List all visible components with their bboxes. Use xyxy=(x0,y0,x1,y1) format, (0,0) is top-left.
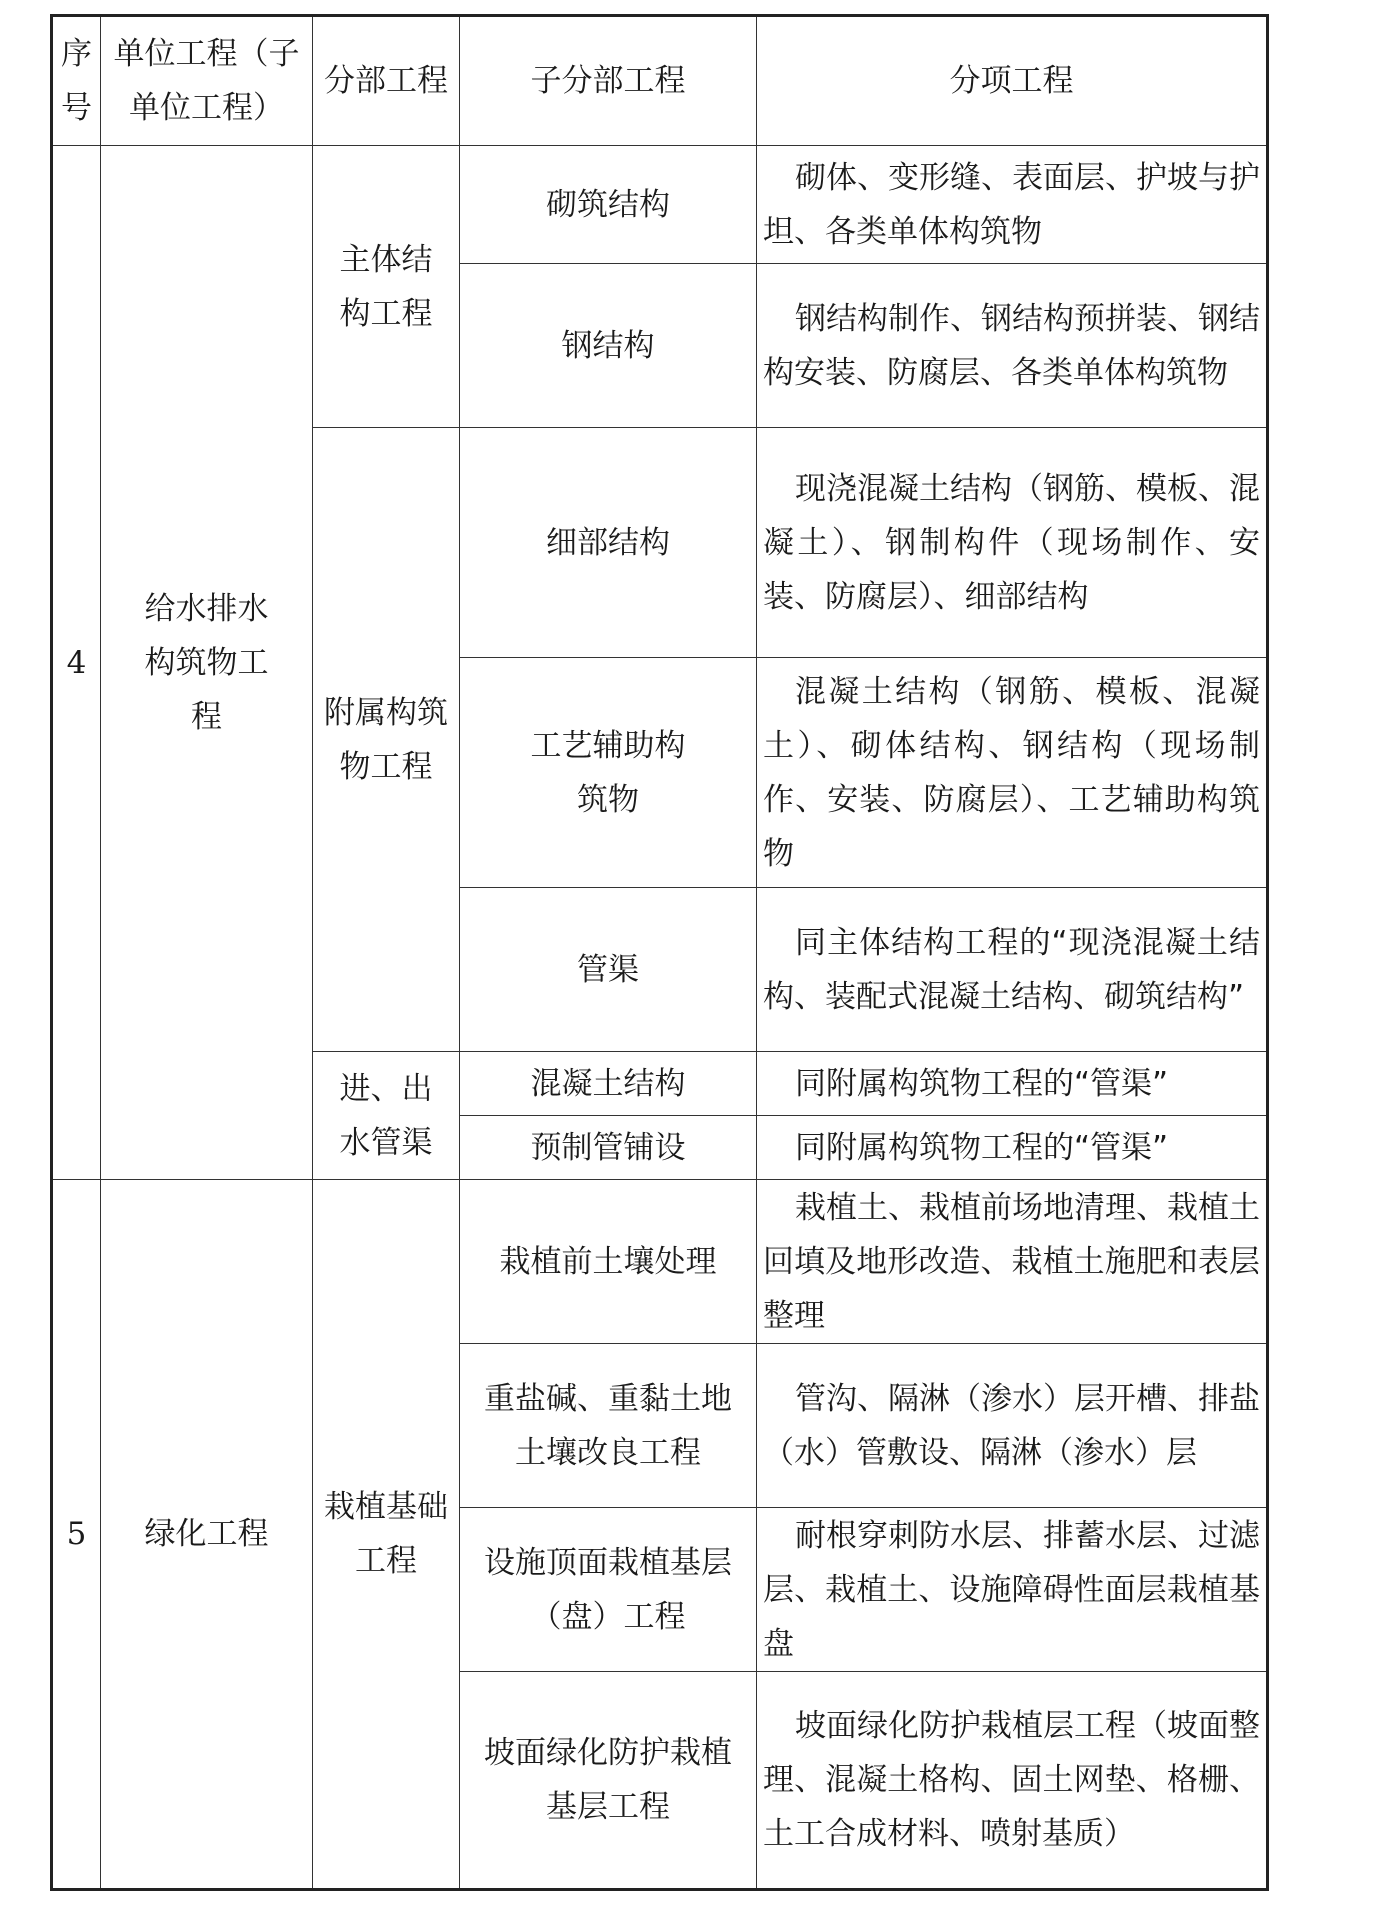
items-cell: 同附属构筑物工程的“管渠” xyxy=(757,1052,1268,1116)
subdivision-cell: 砌筑结构 xyxy=(460,146,757,264)
items-cell: 坡面绿化防护栽植层工程（坡面整理、混凝土格构、固土网垫、格栅、土工合成材料、喷射基质） xyxy=(757,1672,1268,1890)
table-row xyxy=(52,146,1268,264)
header-subdivision: 子分部工程 xyxy=(460,16,757,146)
header-row xyxy=(52,16,1268,146)
subdivision-cell: 管渠 xyxy=(460,888,757,1052)
division-cell: 附属构筑物工程 xyxy=(313,428,460,1052)
spec-table-page xyxy=(50,14,1266,1888)
unit-cell: 给水排水构筑物工程 xyxy=(101,146,313,1180)
items-cell: 钢结构制作、钢结构预拼装、钢结构安装、防腐层、各类单体构筑物 xyxy=(757,264,1268,428)
unit-cell: 绿化工程 xyxy=(101,1180,313,1890)
division-cell: 栽植基础工程 xyxy=(313,1180,460,1890)
items-cell: 混凝土结构（钢筋、模板、混凝土）、砌体结构、钢结构（现场制作、安装、防腐层）、工艺辅助构筑物 xyxy=(757,658,1268,888)
subdivision-cell: 工艺辅助构筑物 xyxy=(460,658,757,888)
header-items: 分项工程 xyxy=(757,16,1268,146)
subdivision-cell: 坡面绿化防护栽植基层工程 xyxy=(460,1672,757,1890)
items-cell: 同主体结构工程的“现浇混凝土结构、装配式混凝土结构、砌筑结构” xyxy=(757,888,1268,1052)
table-row xyxy=(52,1180,1268,1344)
items-cell: 栽植土、栽植前场地清理、栽植土回填及地形改造、栽植土施肥和表层整理 xyxy=(757,1180,1268,1344)
header-seq: 序号 xyxy=(52,16,101,146)
seq-cell: 5 xyxy=(52,1180,101,1890)
items-cell: 管沟、隔淋（渗水）层开槽、排盐（水）管敷设、隔淋（渗水）层 xyxy=(757,1344,1268,1508)
subdivision-cell: 设施顶面栽植基层（盘）工程 xyxy=(460,1508,757,1672)
subdivision-cell: 钢结构 xyxy=(460,264,757,428)
subdivision-cell: 栽植前土壤处理 xyxy=(460,1180,757,1344)
subdivision-cell: 预制管铺设 xyxy=(460,1116,757,1180)
subdivision-cell: 重盐碱、重黏土地土壤改良工程 xyxy=(460,1344,757,1508)
seq-cell: 4 xyxy=(52,146,101,1180)
subdivision-cell: 细部结构 xyxy=(460,428,757,658)
items-cell: 耐根穿刺防水层、排蓄水层、过滤层、栽植土、设施障碍性面层栽植基盘 xyxy=(757,1508,1268,1672)
items-cell: 同附属构筑物工程的“管渠” xyxy=(757,1116,1268,1180)
engineering-division-table xyxy=(50,14,1269,1891)
items-cell: 砌体、变形缝、表面层、护坡与护坦、各类单体构筑物 xyxy=(757,146,1268,264)
subdivision-cell: 混凝土结构 xyxy=(460,1052,757,1116)
division-cell: 主体结构工程 xyxy=(313,146,460,428)
division-cell: 进、出水管渠 xyxy=(313,1052,460,1180)
header-unit: 单位工程（子单位工程） xyxy=(101,16,313,146)
items-cell: 现浇混凝土结构（钢筋、模板、混凝土）、钢制构件（现场制作、安装、防腐层）、细部结构 xyxy=(757,428,1268,658)
header-division: 分部工程 xyxy=(313,16,460,146)
